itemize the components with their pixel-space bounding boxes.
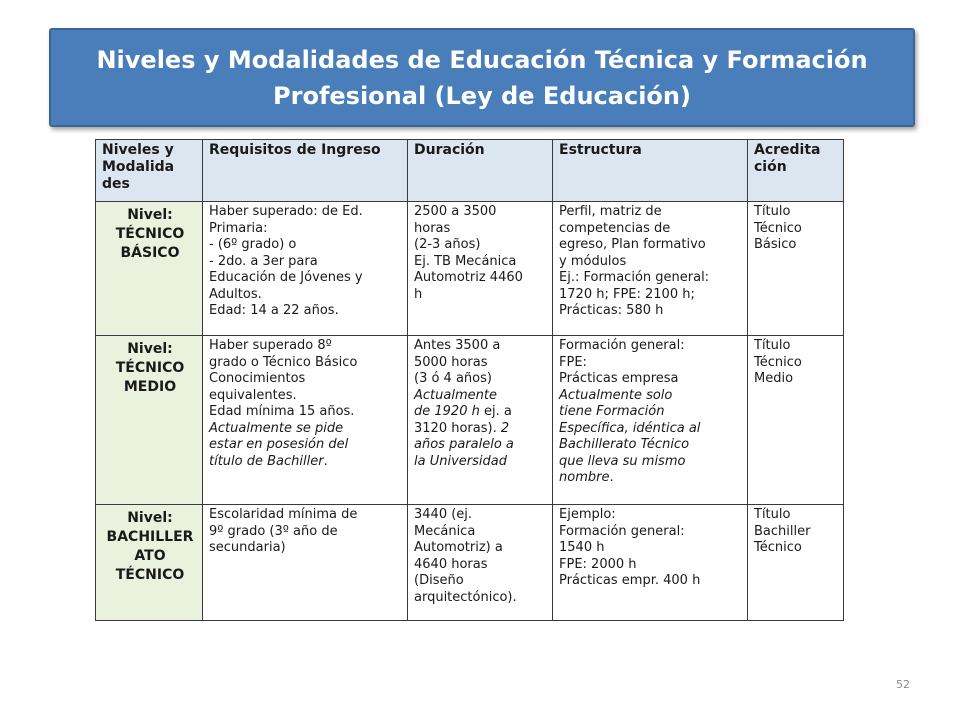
cell-line <box>559 421 743 438</box>
table-row <box>96 202 844 336</box>
text-segment: (2-3 años) <box>414 237 481 252</box>
text-segment: . <box>323 453 328 469</box>
cell-line <box>209 287 403 304</box>
italic-text: tiene Formación <box>559 404 665 419</box>
cell-line <box>559 437 743 454</box>
text-segment: Prácticas empresa <box>559 371 679 386</box>
text-segment: Título <box>754 338 791 353</box>
italic-text: de 1920 h <box>414 404 480 419</box>
cell-line <box>209 454 403 471</box>
cell-line <box>414 237 548 254</box>
cell-line <box>559 557 743 574</box>
italic-text: estar en posesión del <box>209 437 349 452</box>
text-segment: 2500 a 3500 <box>414 204 497 219</box>
cell-line <box>559 303 743 320</box>
text-segment: Mecánica <box>414 523 476 539</box>
cell-line <box>414 404 548 421</box>
text-segment: Haber superado: de Ed. <box>209 204 363 219</box>
text-segment: FPE: 2000 h <box>559 556 637 572</box>
table-row <box>96 336 844 505</box>
cell-line <box>414 557 548 574</box>
italic-text: 2 <box>500 420 510 436</box>
text-segment: Ej. TB Mecánica <box>414 253 517 269</box>
text-segment: 1540 h <box>559 540 605 555</box>
cell-line: BÁSICO <box>120 245 180 261</box>
cell-line <box>414 507 548 524</box>
cell-line <box>414 254 548 271</box>
cell-line <box>559 524 743 541</box>
text-segment: y módulos <box>559 253 627 269</box>
header-duracion <box>408 140 553 202</box>
cell-line: Acredita <box>754 142 821 158</box>
italic-text: la Universidad <box>414 453 507 469</box>
cell-line <box>414 388 548 405</box>
cell-line <box>559 388 743 405</box>
cell-line <box>559 287 743 304</box>
cell-line <box>209 338 403 355</box>
estructura-cell <box>553 336 748 505</box>
cell-line <box>559 221 743 238</box>
text-segment: equivalentes. <box>209 387 297 403</box>
cell-line <box>209 540 403 557</box>
text-segment: Perfil, matriz de <box>559 204 662 219</box>
header-requisitos <box>203 140 408 202</box>
cell-line <box>559 573 743 590</box>
text-segment: Formación general: <box>559 523 685 539</box>
header-acreditacion <box>748 140 844 202</box>
table-header-row <box>96 140 844 202</box>
acreditacion-cell <box>748 505 844 621</box>
italic-text: Actualmente solo <box>559 387 673 403</box>
cell-line <box>559 270 743 287</box>
estructura-cell <box>553 505 748 621</box>
cell-line <box>559 254 743 271</box>
cell-line <box>209 355 403 372</box>
cell-line <box>754 221 839 238</box>
cell-line <box>754 507 839 524</box>
cell-line <box>754 540 839 557</box>
text-segment: Técnico <box>754 354 802 370</box>
requisitos-cell <box>203 202 408 336</box>
text-segment: Prácticas empr. 400 h <box>559 573 701 588</box>
slide-title-banner <box>49 28 915 127</box>
level-cell <box>96 336 203 505</box>
requisitos-cell <box>203 505 408 621</box>
cell-line <box>754 237 839 254</box>
cell-line <box>559 371 743 388</box>
slide-title-line-1: Niveles y Modalidades de Educación Técnica y Formación <box>96 45 868 74</box>
italic-text: Actualmente se pide <box>209 420 344 436</box>
acreditacion-cell <box>748 336 844 505</box>
cell-line: Niveles y <box>102 142 174 158</box>
cell-line: ción <box>754 159 787 175</box>
text-segment: Básico <box>754 237 797 252</box>
text-segment: Automotriz 4460 <box>414 270 523 285</box>
text-segment: Medio <box>754 371 794 386</box>
cell-line <box>414 540 548 557</box>
cell-line <box>414 287 548 304</box>
table-row <box>96 505 844 621</box>
cell-line: BACHILLER <box>106 529 194 545</box>
text-segment: . <box>609 470 614 485</box>
text-segment: Educación de Jóvenes y <box>209 270 363 285</box>
cell-line <box>209 404 403 421</box>
text-segment: Prácticas: 580 h <box>559 303 664 318</box>
text-segment: Automotriz) a <box>414 540 503 555</box>
italic-text: Bachillerato Técnico <box>559 437 690 452</box>
education-levels-table <box>95 139 844 621</box>
duracion-cell <box>408 505 553 621</box>
cell-line <box>559 507 743 524</box>
text-segment: (3 ó 4 años) <box>414 371 492 386</box>
cell-line: TÉCNICO <box>115 226 185 242</box>
cell-line <box>559 237 743 254</box>
text-segment: Ejemplo: <box>559 507 616 522</box>
cell-line: Estructura <box>559 142 642 158</box>
cell-line <box>414 590 548 607</box>
cell-line <box>559 355 743 372</box>
cell-line: Nivel: <box>127 207 173 223</box>
page-number: 52 <box>896 678 910 691</box>
cell-line <box>209 371 403 388</box>
cell-line: TÉCNICO <box>115 360 185 376</box>
cell-line <box>754 204 839 221</box>
cell-line: des <box>102 176 130 192</box>
cell-line <box>209 303 403 320</box>
cell-line <box>209 421 403 438</box>
requisitos-cell <box>203 336 408 505</box>
cell-line <box>559 204 743 221</box>
text-segment: (Diseño <box>414 573 464 588</box>
text-segment: Edad: 14 a 22 años. <box>209 303 339 318</box>
text-segment: 4640 horas <box>414 556 488 572</box>
italic-text: nombre <box>559 470 610 485</box>
italic-text: Actualmente <box>414 387 497 403</box>
text-segment: arquitectónico). <box>414 589 517 605</box>
cell-line <box>559 470 743 487</box>
header-niveles <box>96 140 203 202</box>
cell-line <box>209 507 403 524</box>
cell-line <box>559 404 743 421</box>
cell-line: Nivel: <box>127 510 173 526</box>
cell-line <box>209 437 403 454</box>
cell-line: Nivel: <box>127 341 173 357</box>
text-segment: secundaria) <box>209 540 286 555</box>
text-segment: Haber superado 8º <box>209 338 332 353</box>
cell-line: MEDIO <box>123 379 177 395</box>
header-estructura <box>553 140 748 202</box>
text-segment: Técnico <box>754 220 802 236</box>
italic-text: Específica, idéntica al <box>559 420 701 436</box>
cell-line <box>209 204 403 221</box>
text-segment: 1720 h; FPE: 2100 h; <box>559 286 695 302</box>
cell-line <box>414 421 548 438</box>
italic-text: años paralelo a <box>414 437 514 452</box>
slide-title-line-2: Profesional (Ley de Educación) <box>273 81 691 110</box>
cell-line <box>414 204 548 221</box>
cell-line <box>754 338 839 355</box>
cell-line: ATO <box>134 548 166 564</box>
text-segment: Conocimientos <box>209 371 306 386</box>
italic-text: que lleva su mismo <box>559 453 686 469</box>
text-segment: Adultos. <box>209 286 262 302</box>
cell-line <box>754 524 839 541</box>
text-segment: Técnico <box>754 540 802 555</box>
cell-line <box>414 437 548 454</box>
cell-line: Requisitos de Ingreso <box>209 142 381 158</box>
cell-line: TÉCNICO <box>115 567 185 583</box>
cell-line <box>414 573 548 590</box>
estructura-cell <box>553 202 748 336</box>
text-segment: horas <box>414 220 451 236</box>
text-segment: Edad mínima 15 años. <box>209 404 355 419</box>
cell-line <box>209 254 403 271</box>
cell-line <box>209 221 403 238</box>
text-segment: 3440 (ej. <box>414 507 473 522</box>
cell-line <box>414 454 548 471</box>
level-cell <box>96 202 203 336</box>
text-segment: Formación general: <box>559 338 685 353</box>
cell-line <box>414 270 548 287</box>
cell-line <box>414 338 548 355</box>
cell-line <box>414 371 548 388</box>
text-segment: Antes 3500 a <box>414 338 501 353</box>
cell-line <box>414 221 548 238</box>
text-segment: Bachiller <box>754 523 811 539</box>
cell-line <box>209 524 403 541</box>
acreditacion-cell <box>748 202 844 336</box>
text-segment: 3120 horas). <box>414 420 501 436</box>
cell-line: Duración <box>414 142 485 158</box>
cell-line <box>559 454 743 471</box>
text-segment: - (6º grado) o <box>209 237 297 252</box>
text-segment: competencias de <box>559 220 671 236</box>
duracion-cell <box>408 202 553 336</box>
cell-line <box>209 388 403 405</box>
text-segment: Ej.: Formación general: <box>559 270 710 285</box>
level-cell <box>96 505 203 621</box>
cell-line <box>754 371 839 388</box>
text-segment: egreso, Plan formativo <box>559 237 706 252</box>
text-segment: - 2do. a 3er para <box>209 253 318 269</box>
text-segment: FPE: <box>559 354 587 370</box>
text-segment: 9º grado (3º año de <box>209 523 338 539</box>
text-segment: Título <box>754 507 791 522</box>
cell-line <box>209 237 403 254</box>
italic-text: título de Bachiller <box>209 453 324 469</box>
text-segment: 5000 horas <box>414 354 488 370</box>
text-segment: h <box>414 286 423 302</box>
cell-line <box>414 355 548 372</box>
cell-line <box>209 270 403 287</box>
text-segment: ej. a <box>479 404 512 419</box>
cell-line: Modalida <box>102 159 175 175</box>
cell-line <box>559 540 743 557</box>
text-segment: Primaria: <box>209 220 268 236</box>
cell-line <box>559 338 743 355</box>
text-segment: Título <box>754 204 791 219</box>
cell-line <box>754 355 839 372</box>
text-segment: Escolaridad mínima de <box>209 507 358 522</box>
cell-line <box>414 524 548 541</box>
text-segment: grado o Técnico Básico <box>209 354 358 370</box>
duracion-cell <box>408 336 553 505</box>
